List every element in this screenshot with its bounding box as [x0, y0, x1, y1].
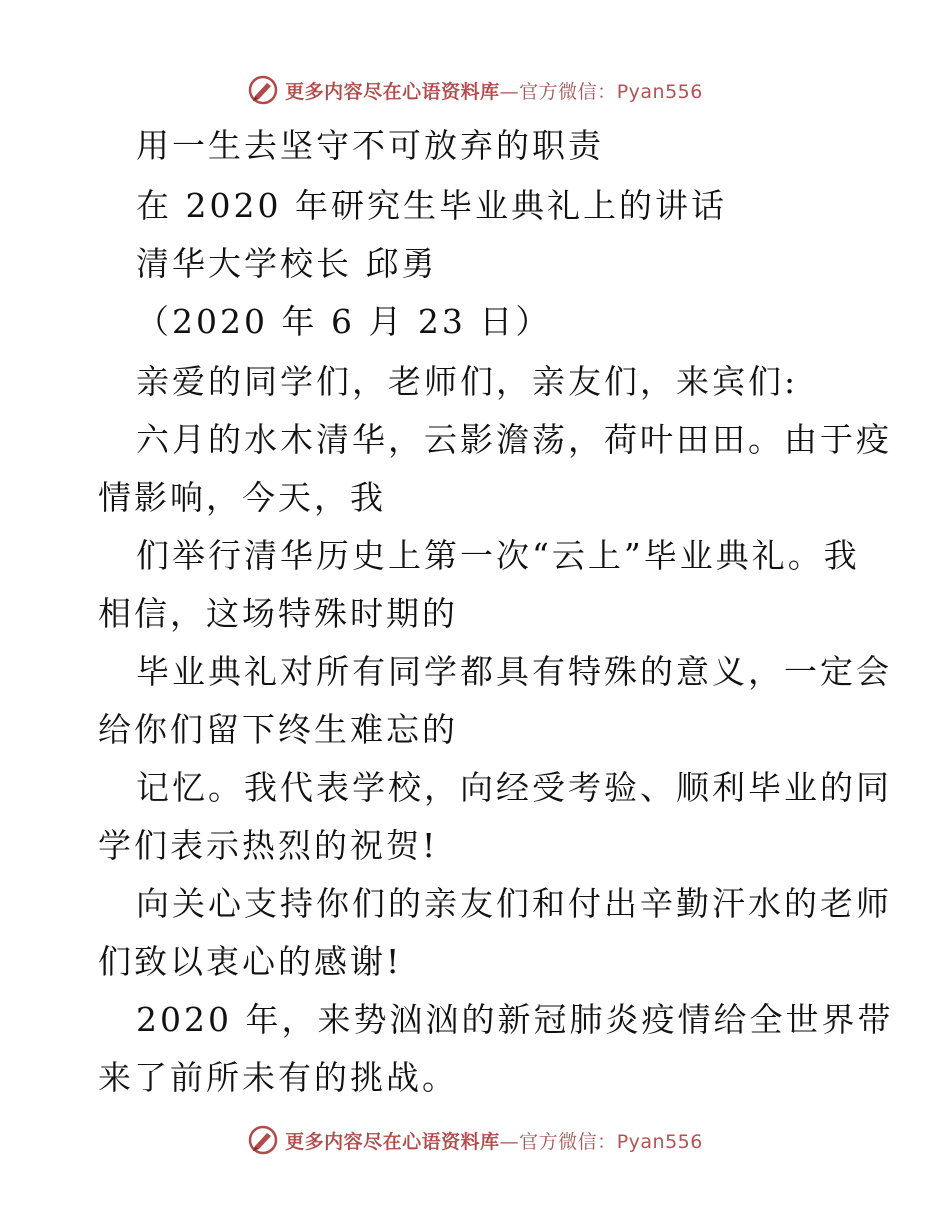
paragraph-line: 们致以衷心的感谢!: [98, 942, 403, 981]
date-line: （2020 年 6 月 23 日）: [136, 302, 552, 341]
watermark-wechat-label: —官方微信：: [499, 80, 617, 103]
pen-logo-icon: [247, 74, 279, 106]
salutation-line: 亲爱的同学们，老师们，亲友们，来宾们:: [136, 362, 799, 401]
pen-logo-icon: [247, 1124, 279, 1156]
watermark-wechat-id: Pyan556: [616, 80, 703, 103]
document-title: 用一生去坚守不可放弃的职责: [136, 126, 604, 165]
paragraph-line: 向关心支持你们的亲友们和付出辛勤汗水的老师: [136, 884, 892, 923]
document-subtitle: 在 2020 年研究生毕业典礼上的讲话: [136, 186, 727, 225]
watermark-text: [285, 1127, 703, 1154]
watermark-site-name: 更多内容尽在心语资料库: [285, 1130, 500, 1153]
paragraph-line: 相信，这场特殊时期的: [98, 594, 458, 633]
paragraph-line: 六月的水木清华，云影澹荡，荷叶田田。由于疫: [136, 420, 892, 459]
paragraph-line: 来了前所未有的挑战。: [98, 1058, 458, 1097]
paragraph-line: 毕业典礼对所有同学都具有特殊的意义，一定会: [136, 652, 892, 691]
paragraph-line: 学们表示热烈的祝贺!: [98, 826, 439, 865]
watermark-group: [247, 1124, 703, 1156]
watermark-wechat-id: Pyan556: [616, 1130, 703, 1153]
paragraph-line: 情影响，今天，我: [98, 478, 386, 517]
paragraph-line: 给你们留下终生难忘的: [98, 710, 458, 749]
paragraph-line: 们举行清华历史上第一次“云上”毕业典礼。我: [136, 536, 860, 575]
paragraph-line: 2020 年，来势汹汹的新冠肺炎疫情给全世界带: [136, 1000, 894, 1039]
footer-watermark: [0, 1120, 950, 1160]
watermark-text: [285, 77, 703, 104]
watermark-group: [247, 74, 703, 106]
watermark-wechat-label: —官方微信：: [499, 1130, 617, 1153]
paragraph-line: 记忆。我代表学校，向经受考验、顺利毕业的同: [136, 768, 892, 807]
watermark-site-name: 更多内容尽在心语资料库: [285, 80, 500, 103]
author-line: 清华大学校长 邱勇: [136, 244, 438, 283]
header-watermark: [0, 70, 950, 110]
